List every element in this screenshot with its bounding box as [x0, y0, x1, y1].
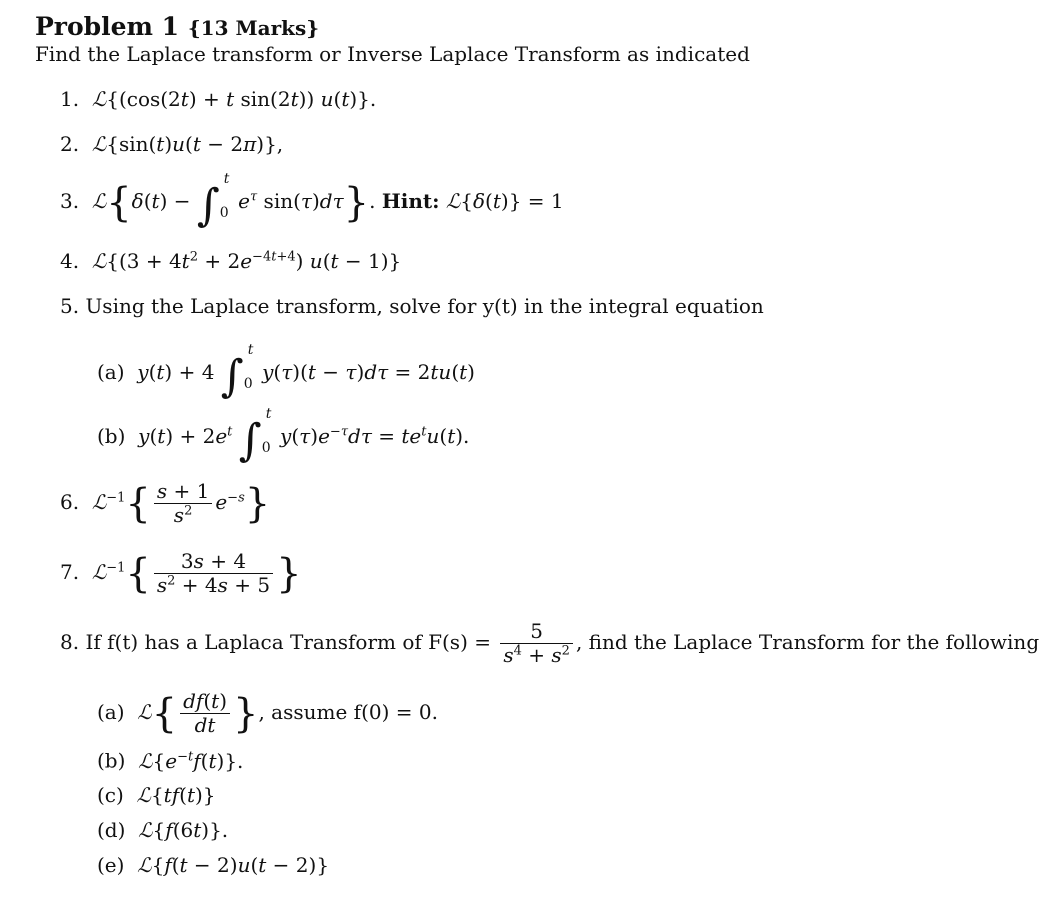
assumption-text: assume f(0) = 0.: [271, 700, 438, 724]
question-4: [60, 250, 401, 271]
math-expression: ℒ{f(6t)}.: [138, 818, 229, 842]
problem-title: [35, 12, 319, 41]
sub-label: (e): [97, 853, 125, 877]
hint-label: Hint:: [381, 189, 440, 213]
question-number: 8.: [60, 630, 80, 654]
question-number: 1.: [60, 87, 80, 111]
question-5a: [97, 341, 475, 402]
question-6: [60, 480, 270, 527]
question-number: 2.: [60, 132, 80, 156]
math-expression: ℒ$^{-1}${ $\frac{s + 1}{s^2}$ $e^{-s}$}: [91, 479, 271, 527]
question-7: [60, 550, 302, 597]
question-number: 6.: [60, 490, 80, 514]
math-expression: $y(t) + 2e^t$ ∫ t 0 $y(\tau)e^{-\tau}d\tau = te^tu(t)$.: [138, 405, 470, 466]
question-8a: [97, 690, 438, 737]
question-2: [60, 134, 283, 154]
math-expression: ℒ{δ(t) − ∫ t 0 $e^\tau$ sin(τ)dτ}.: [91, 170, 376, 231]
question-8e: [97, 855, 329, 875]
question-number: 7.: [60, 560, 80, 584]
question-8d: [97, 820, 228, 840]
question-number: 5.: [60, 294, 80, 318]
question-5: [60, 296, 764, 316]
math-expression: ℒ$^{-1}${ $\frac{3s + 4}{s^2 + 4s + 5}$ }: [91, 549, 302, 597]
question-text-part2: find the Laplace Transform for the following: [588, 630, 1040, 654]
problem-marks: {13 Marks}: [187, 16, 320, 40]
sub-label: (a): [97, 700, 125, 724]
question-8c: [97, 785, 216, 805]
math-expression: ℒ{(cos(2t) + t sin(2t)) u(t)}.: [91, 87, 377, 111]
math-expression: y(t) + 4 ∫ t 0 y(τ)(t − τ)dτ = 2tu(t): [137, 341, 475, 402]
math-expression: ℒ{sin(t)u(t − 2π)},: [91, 132, 284, 156]
question-number: 3.: [60, 189, 80, 213]
question-number: 4.: [60, 248, 80, 273]
question-8b: [97, 750, 243, 771]
math-expression: ℒ{ $\frac{df(t)}{dt}$ },: [137, 689, 265, 737]
sub-label: (c): [97, 783, 124, 807]
math-expression: ℒ{f(t − 2)u(t − 2)}: [137, 853, 330, 877]
question-text-part1: If f(t) has a Laplaca Transform of F(s) =: [85, 630, 491, 654]
transfer-function: $\frac{5}{s^4 + s^2}$: [500, 620, 573, 667]
problem-title-text: Problem 1: [35, 12, 180, 41]
hint: Hint: ℒ{δ(t)} = 1: [381, 189, 564, 213]
math-expression: ℒ{(3 + $4t^2 + 2e^{-4t+4}$) u(t − 1)}: [91, 248, 402, 273]
sub-label: (b): [97, 424, 126, 448]
question-1: [60, 89, 376, 109]
sub-label: (a): [97, 360, 125, 384]
question-text: Using the Laplace transform, solve for y(t) in the integral equation: [85, 294, 764, 318]
math-expression: ℒ{tf(t)}: [136, 783, 216, 807]
question-8: 8. If f(t) has a Laplaca Transform of F(s) = $\frac{5}{s^4 + s^2}$ , find the Laplace Transform for the following: [60, 619, 1040, 667]
math-expression: $ℒ\{e^{-t}f(t)\}$.: [138, 748, 244, 773]
sub-label: (d): [97, 818, 126, 842]
question-3: [60, 170, 564, 231]
question-5b: [97, 405, 470, 466]
problem-instructions: Find the Laplace transform or Inverse Laplace Transform as indicated: [35, 42, 750, 66]
sub-label: (b): [97, 748, 126, 773]
